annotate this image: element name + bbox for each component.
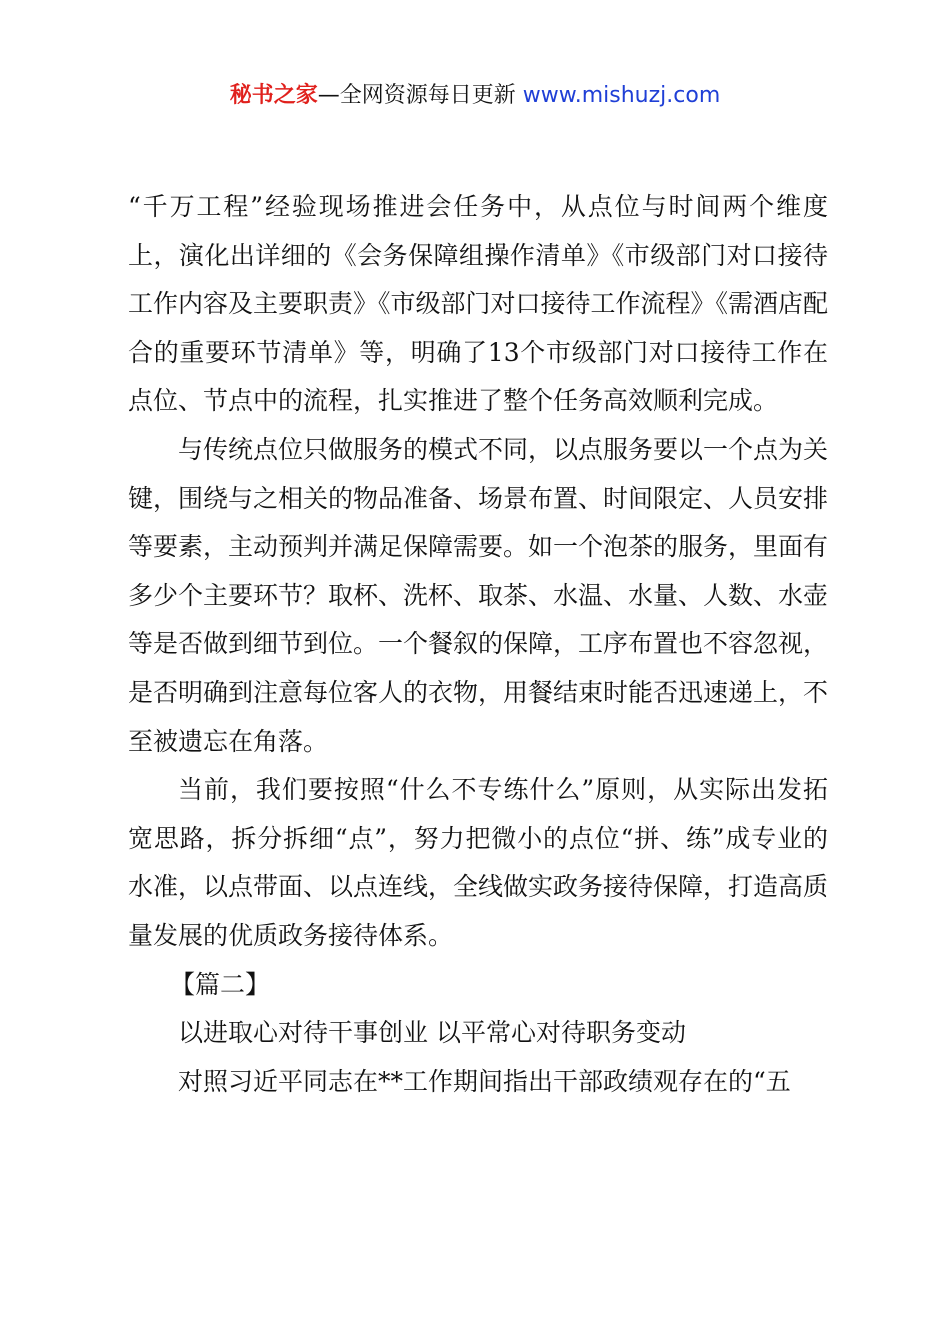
- page-header: [0, 80, 950, 112]
- section-marker: 【篇二】: [170, 969, 271, 999]
- document-body: [128, 183, 828, 1106]
- paragraph-start: 对照习近平同志在**工作期间指出干部政绩观存在的“五: [178, 1066, 791, 1096]
- paragraph: 当前，我们要按照“什么不专练什么”原则，从实际出发拓宽思路，拆分拆细“点”，努力把微小的点位“拼、练”成专业的水准，以点带面、以点连线，全线做实政务接待保障，打造高质量发展的优质政务接待体系。: [128, 775, 829, 950]
- section-title: 以进取心对待干事创业 以平常心对待职务变动: [178, 1018, 686, 1048]
- site-url[interactable]: www.mishuzj.com: [522, 83, 721, 108]
- paragraph-continued: “千万工程”经验现场推进会任务中，从点位与时间两个维度上，演化出详细的《会务保障组操作清单》《市级部门对口接待工作内容及主要职责》《市级部门对口接待工作流程》《需酒店配合的重要环节清单》等，明确了13个市级部门对口接待工作在点位、节点中的流程，扎实推进了整个任务高效顺利完成。: [128, 192, 829, 416]
- header-tagline: —全网资源每日更新: [317, 83, 516, 108]
- brand-name: 秘书之家: [229, 83, 318, 108]
- paragraph: 与传统点位只做服务的模式不同，以点服务要以一个点为关键，围绕与之相关的物品准备、场景布置、时间限定、人员安排等要素，主动预判并满足保障需要。如一个泡茶的服务，里面有多少个主要环节？取杯、洗杯、取茶、水温、水量、人数、水壶等是否做到细节到位。一个餐叙的保障，工序布置也不容忽视，是否明确到注意每位客人的衣物，用餐结束时能否迅速递上，不至被遗忘在角落。: [128, 434, 829, 756]
